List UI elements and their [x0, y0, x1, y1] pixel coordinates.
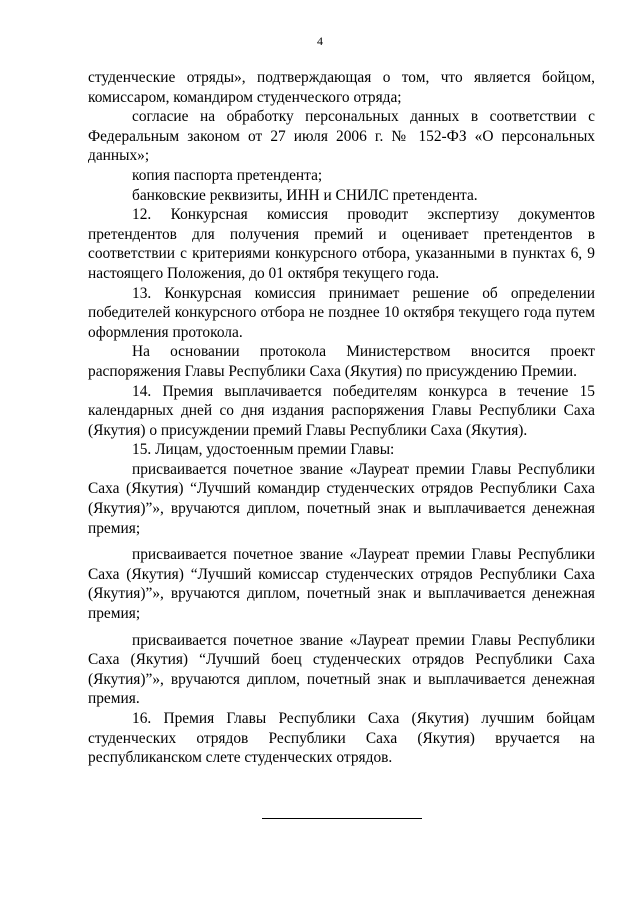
- end-divider-line: [262, 818, 422, 819]
- paragraph-item-15: 15. Лицам, удостоенным премии Главы:: [132, 441, 395, 459]
- page-number: 4: [317, 34, 323, 48]
- paragraph-award-commander: присваивается почетное звание «Лауреат премии Главы Республики Саха (Якутия) “Лучший командир студенческих отрядов Республики Саха (Якутия)”», вручаются диплом, почетный знак и выплачивается денежная премия;: [88, 460, 595, 537]
- paragraph-passport: копия паспорта претендента;: [132, 166, 323, 184]
- document-body: [88, 68, 595, 768]
- paragraph-bank-details: банковские реквизиты, ИНН и СНИЛС претендента.: [132, 186, 478, 204]
- paragraph-item-13: 13. Конкурсная комиссия принимает решение об определении победителей конкурсного отбора не позднее 10 октября текущего года путем оформления протокола.: [88, 284, 595, 341]
- paragraph-award-fighter: присваивается почетное звание «Лауреат премии Главы Республики Саха (Якутия) “Лучший боец студенческих отрядов Республики Саха (Якутия)”», вручаются диплом, почетный знак и выплачивается денежная премия.: [88, 631, 595, 708]
- paragraph-award-commissar: присваивается почетное звание «Лауреат премии Главы Республики Саха (Якутия) “Лучший комиссар студенческих отрядов Республики Саха (Якутия)”», вручаются диплом, почетный знак и выплачивается денежная премия;: [88, 546, 595, 623]
- paragraph-consent: согласие на обработку персональных данных в соответствии с Федеральным законом от 27 июля 2006 г. № 152-ФЗ «О персональных данных»;: [88, 108, 595, 165]
- paragraph-protocol: На основании протокола Министерством вносится проект распоряжения Главы Республики Саха (Якутия) по присуждению Премии.: [88, 343, 595, 380]
- paragraph-item-16: 16. Премия Главы Республики Саха (Якутия) лучшим бойцам студенческих отрядов Республики Саха (Якутия) вручается на республиканском слете студенческих отрядов.: [88, 710, 595, 767]
- paragraph-continuation: студенческие отряды», подтверждающая о том, что является бойцом, комиссаром, командиром студенческого отряда;: [88, 69, 595, 106]
- paragraph-item-12: 12. Конкурсная комиссия проводит экспертизу документов претендентов для получения премий и оценивает претендентов в соответствии с критериями конкурсного отбора, указанными в пунктах 6, 9 настоящего Положения, до 01 октября текущего года.: [88, 206, 595, 282]
- paragraph-item-14: 14. Премия выплачивается победителям конкурса в течение 15 календарных дней со дня издания распоряжения Главы Республики Саха (Якутия) о присуждении премий Главы Республики Саха (Якутия).: [88, 382, 595, 439]
